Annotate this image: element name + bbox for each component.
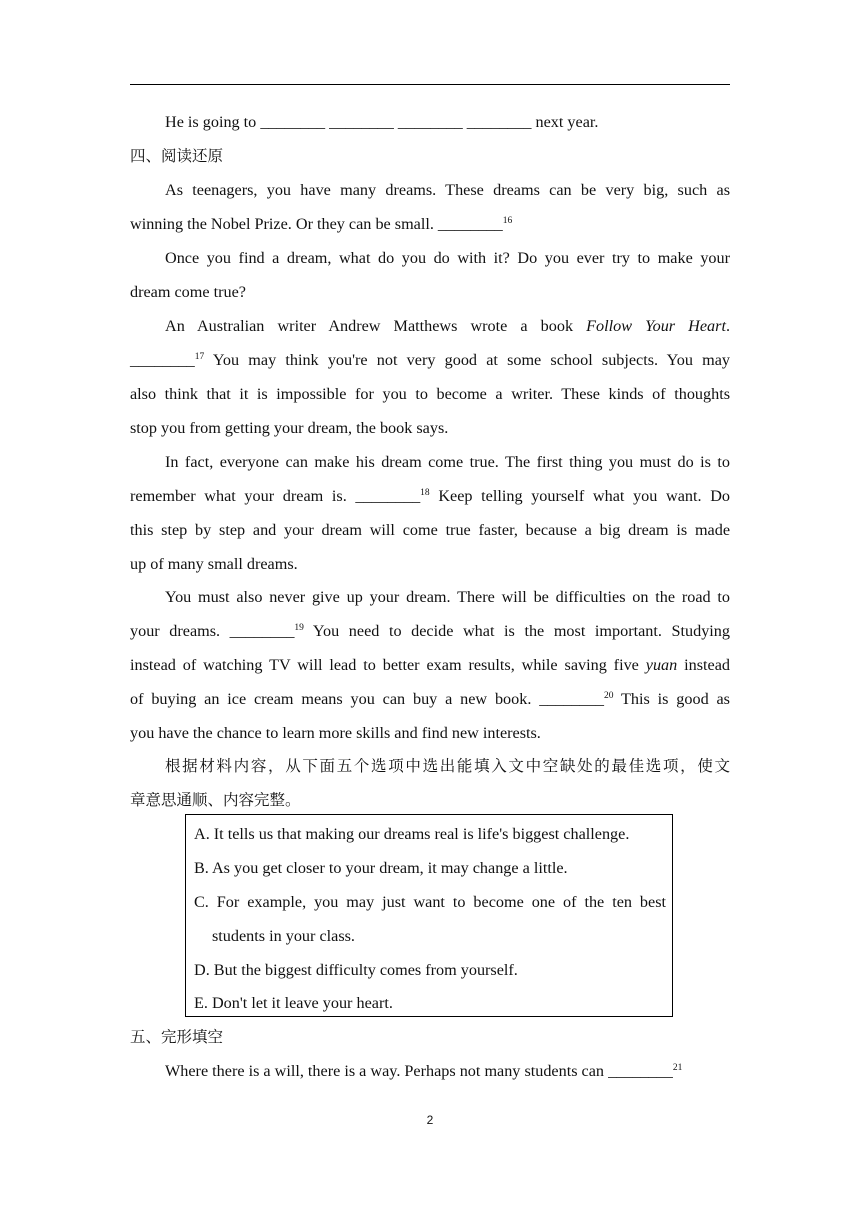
paragraph-line: As teenagers, you have many dreams. These dreams can be very big, such as <box>165 181 730 199</box>
paragraph-line: You must also never give up your dream. There will be difficulties on the road to <box>165 588 730 606</box>
paragraph-line: you have the chance to learn more skills and find new interests. <box>130 724 541 742</box>
paragraph-line: Once you find a dream, what do you do with it? Do you ever try to make your <box>165 249 730 267</box>
paragraph-line: An Australian writer Andrew Matthews wrote a book Follow Your Heart. <box>165 317 730 335</box>
blank-number: 21 <box>672 1063 683 1073</box>
blank-number: 17 <box>194 352 205 362</box>
paragraph-line: winning the Nobel Prize. Or they can be small. ________$^{16}$ <box>130 215 513 233</box>
paragraph-line: up of many small dreams. <box>130 555 298 573</box>
instruction-line: 章意思通顺、内容完整。 <box>130 791 301 809</box>
header-rule <box>130 84 730 85</box>
paragraph-line: this step by step and your dream will come true faster, because a big dream is made <box>130 521 730 539</box>
blank-number: 18 <box>420 488 430 498</box>
paragraph-line: In fact, everyone can make his dream come true. The first thing you must do is to <box>165 453 730 471</box>
section-heading-cloze: 五、完形填空 <box>130 1028 224 1046</box>
option-e: E. Don't let it leave your heart. <box>194 994 393 1012</box>
book-title: Follow Your Heart <box>586 317 726 335</box>
paragraph-line: dream come true? <box>130 283 246 301</box>
option-c: C. For example, you may just want to become one of the ten best <box>194 893 666 911</box>
blank-number: 19 <box>294 623 304 633</box>
italic-word: yuan <box>645 656 678 674</box>
page-number: 2 <box>426 1113 434 1127</box>
option-b: B. As you get closer to your dream, it may change a little. <box>194 859 568 877</box>
option-c-continued: students in your class. <box>212 927 355 945</box>
paragraph-line: stop you from getting your dream, the book says. <box>130 419 449 437</box>
instruction-line: 根据材料内容，从下面五个选项中选出能填入文中空缺处的最佳选项，使文 <box>165 757 730 775</box>
paragraph-line: of buying an ice cream means you can buy a new book. ________$^{20}$ This is good as <box>130 690 730 708</box>
paragraph-line: remember what your dream is. ________$^{18}$ Keep telling yourself what you want. Do <box>130 487 730 505</box>
paragraph-line: also think that it is impossible for you to become a writer. These kinds of thoughts <box>130 385 730 403</box>
option-d: D. But the biggest difficulty comes from yourself. <box>194 961 518 979</box>
section-heading-reading: 四、阅读还原 <box>130 147 224 165</box>
paragraph-line: your dreams. ________$^{19}$ You need to decide what is the most important. Studying <box>130 622 730 640</box>
question-line: He is going to ________ ________ ________ ________ next year. <box>165 113 599 131</box>
paragraph-line: ________$^{17}$ You may think you're not very good at some school subjects. You may <box>130 351 730 369</box>
options-box <box>185 814 673 1017</box>
paragraph-line: instead of watching TV will lead to better exam results, while saving five yuan instead <box>130 656 730 674</box>
blank-number: 16 <box>502 216 513 226</box>
paragraph-line: Where there is a will, there is a way. Perhaps not many students can ________$^{21}$ <box>165 1062 683 1080</box>
option-a: A. It tells us that making our dreams real is life's biggest challenge. <box>194 825 630 843</box>
blank-number: 20 <box>603 691 614 701</box>
